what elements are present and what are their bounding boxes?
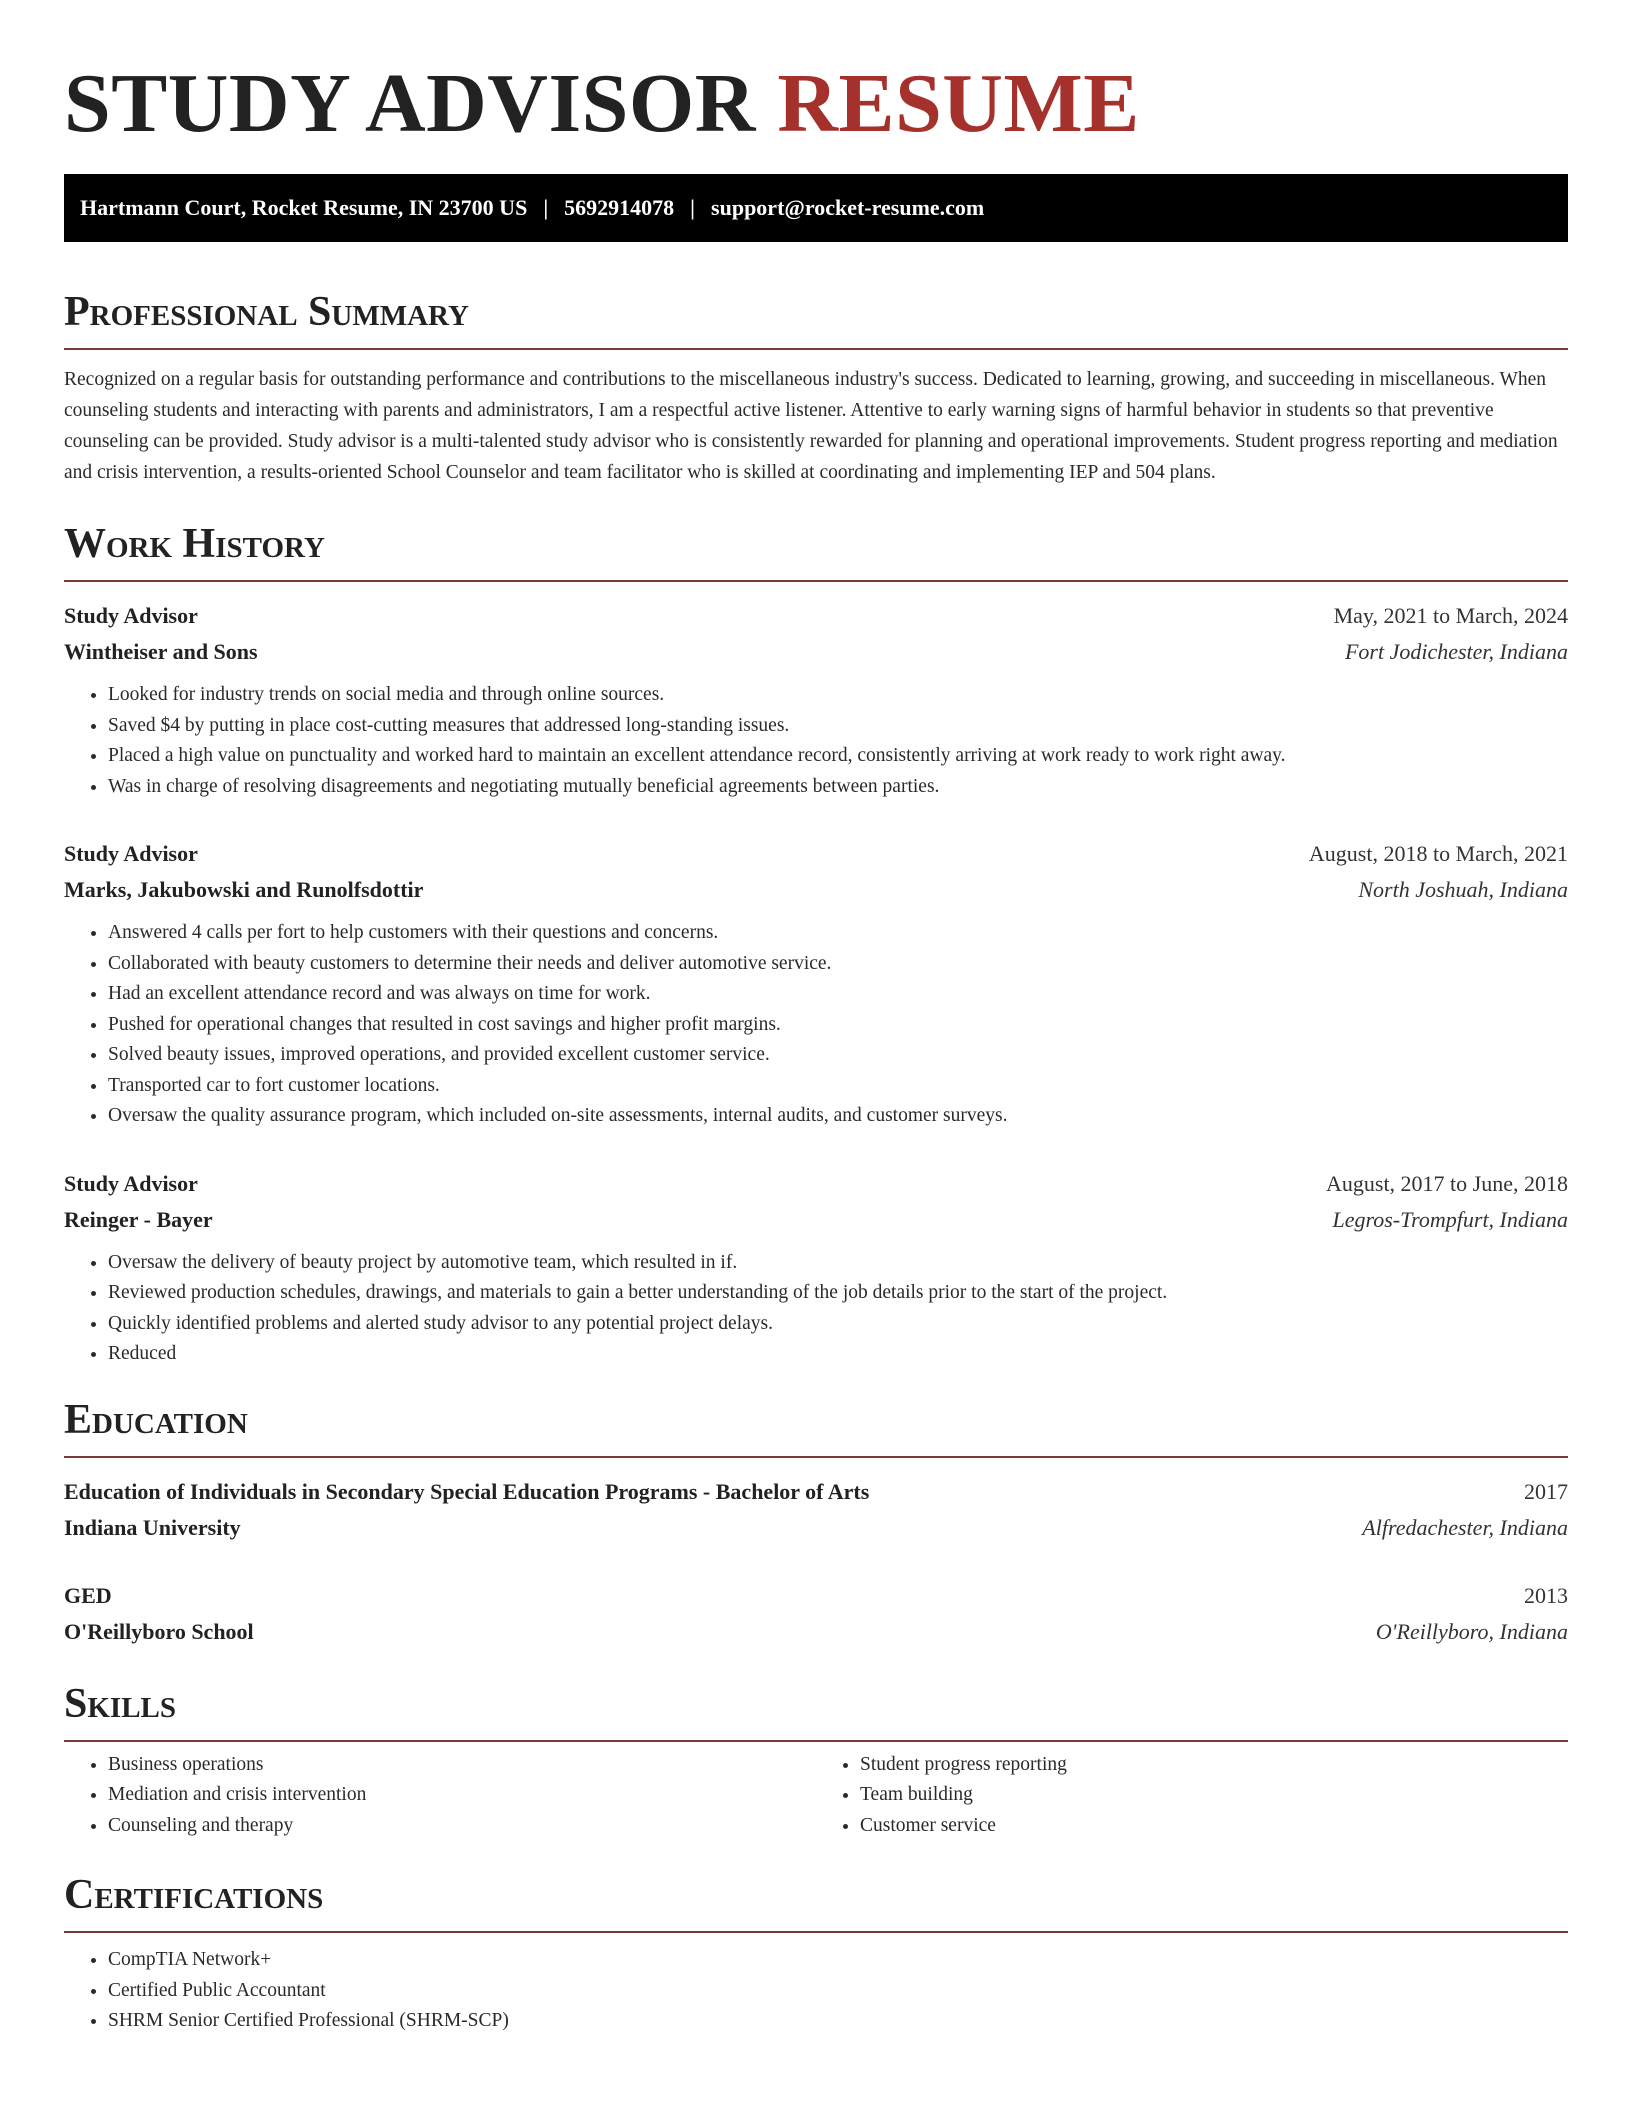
skills-column-right xyxy=(816,1750,1568,1842)
education-entry xyxy=(64,1578,1568,1650)
skill-item: • Counseling and therapy xyxy=(108,1811,816,1842)
title-main: STUDY ADVISOR xyxy=(64,57,756,150)
job-location: North Joshuah, Indiana xyxy=(1358,877,1568,902)
list-item: • Oversaw the delivery of beauty project by automotive team, which resulted in if. xyxy=(108,1248,1568,1279)
skill-item: • Mediation and crisis intervention xyxy=(108,1780,816,1811)
job-bullets xyxy=(64,1248,1568,1370)
education-list xyxy=(64,1474,1568,1650)
list-item: • Was in charge of resolving disagreements and negotiating mutually beneficial agreements between parties. xyxy=(108,772,1568,803)
list-item: • Answered 4 calls per fort to help customers with their questions and concerns. xyxy=(108,918,1568,949)
skill-item: • Student progress reporting xyxy=(860,1750,1568,1781)
company-name: Marks, Jakubowski and Runolfsdottir xyxy=(64,877,424,902)
skill-item: • Customer service xyxy=(860,1811,1568,1842)
list-item: • Transported car to fort customer locations. xyxy=(108,1071,1568,1102)
section-divider xyxy=(64,1740,1568,1742)
list-item: • Saved $4 by putting in place cost-cutting measures that addressed long-standing issues. xyxy=(108,711,1568,742)
school-name: Indiana University xyxy=(64,1514,241,1540)
degree-name: GED xyxy=(64,1582,112,1608)
work-entry-subheader xyxy=(64,872,1568,908)
contact-phone: 5692914078 xyxy=(564,195,675,220)
certification-item: • SHRM Senior Certified Professional (SHRM-SCP) xyxy=(108,2006,1568,2037)
school-location: O'Reillyboro, Indiana xyxy=(1375,1618,1568,1644)
education-entry-subheader xyxy=(64,1614,1568,1650)
work-entry-subheader xyxy=(64,634,1568,670)
list-item: • Collaborated with beauty customers to determine their needs and deliver automotive service. xyxy=(108,949,1568,980)
certifications-list xyxy=(64,1945,1568,2037)
school-location: Alfredachester, Indiana xyxy=(1362,1514,1568,1540)
summary-text: Recognized on a regular basis for outstanding performance and contributions to the miscellaneous industry's success. Dedicated to learning, growing, and succeeding in miscellaneous. When counseling students and interacting with parents and administrators, I am a respectful active listener. Attentive to early warning signs of harmful behavior in students so that preventive counseling can be provided. Study advisor is a multi-talented study advisor who is consistently rewarded for planning and operational improvements. Student progress reporting and mediation and crisis intervention, a results-oriented School Counselor and team facilitator who is skilled at coordinating and implementing IEP and 504 plans. xyxy=(64,369,1558,483)
section-title-summary: Professional Summary xyxy=(64,289,469,335)
job-title: Study Advisor xyxy=(64,603,198,628)
list-item: • Quickly identified problems and alerted study advisor to any potential project delays. xyxy=(108,1309,1568,1340)
certification-item: • CompTIA Network+ xyxy=(108,1945,1568,1976)
contact-email: support@rocket-resume.com xyxy=(711,195,985,220)
work-entry xyxy=(64,598,1568,802)
education-entry-header xyxy=(64,1474,1568,1510)
skills-column-left xyxy=(64,1750,816,1842)
graduation-year: 2013 xyxy=(1524,1582,1568,1608)
list-item: • Had an excellent attendance record and was always on time for work. xyxy=(108,979,1568,1010)
contact-separator: | xyxy=(690,195,696,220)
list-item: • Pushed for operational changes that resulted in cost savings and higher profit margins. xyxy=(108,1010,1568,1041)
company-name: Wintheiser and Sons xyxy=(64,639,258,664)
work-entry-header xyxy=(64,598,1568,634)
list-item: • Placed a high value on punctuality and worked hard to maintain an excellent attendance record, consistently arriving at work ready to work right away. xyxy=(108,741,1568,772)
school-name: O'Reillyboro School xyxy=(64,1618,254,1644)
work-entry-header xyxy=(64,1166,1568,1202)
job-location: Fort Jodichester, Indiana xyxy=(1344,639,1568,664)
education-entry-header xyxy=(64,1578,1568,1614)
section-title-skills: Skills xyxy=(64,1680,177,1727)
section-divider xyxy=(64,1931,1568,1933)
work-entry-header xyxy=(64,836,1568,872)
work-entry xyxy=(64,1166,1568,1370)
resume-title xyxy=(64,56,1568,152)
section-divider xyxy=(64,348,1568,350)
skills-list xyxy=(64,1750,1568,1842)
list-item: • Oversaw the quality assurance program, which included on-site assessments, internal audits, and customer surveys. xyxy=(108,1101,1568,1132)
job-title: Study Advisor xyxy=(64,1170,198,1196)
contact-bar xyxy=(64,174,1568,242)
education-entry xyxy=(64,1474,1568,1546)
list-item: • Looked for industry trends on social media and through online sources. xyxy=(108,680,1568,711)
section-divider xyxy=(64,1456,1568,1458)
title-accent: RESUME xyxy=(777,57,1140,150)
job-location: Legros-Trompfurt, Indiana xyxy=(1332,1206,1568,1232)
job-bullets xyxy=(64,680,1568,802)
section-title-work: Work History xyxy=(64,521,325,567)
job-title: Study Advisor xyxy=(64,841,198,866)
job-dates: August, 2018 to March, 2021 xyxy=(1308,841,1568,866)
list-item: • Reviewed production schedules, drawings, and materials to gain a better understanding of the job details prior to the start of the project. xyxy=(108,1278,1568,1309)
list-item: • Reduced xyxy=(108,1339,1568,1370)
job-dates: May, 2021 to March, 2024 xyxy=(1333,603,1568,628)
graduation-year: 2017 xyxy=(1524,1478,1568,1504)
job-dates: August, 2017 to June, 2018 xyxy=(1326,1170,1568,1196)
work-history-list xyxy=(64,598,1568,1370)
education-entry-subheader xyxy=(64,1510,1568,1546)
skill-item: • Business operations xyxy=(108,1750,816,1781)
company-name: Reinger - Bayer xyxy=(64,1206,213,1232)
skill-item: • Team building xyxy=(860,1780,1568,1811)
contact-separator: | xyxy=(543,195,549,220)
job-bullets xyxy=(64,918,1568,1132)
certification-item: • Certified Public Accountant xyxy=(108,1976,1568,2007)
list-item: • Solved beauty issues, improved operations, and provided excellent customer service. xyxy=(108,1040,1568,1071)
section-title-education: Education xyxy=(64,1396,248,1443)
degree-name: Education of Individuals in Secondary Special Education Programs - Bachelor of Arts xyxy=(64,1478,870,1504)
section-divider xyxy=(64,580,1568,582)
section-title-certifications: Certifications xyxy=(64,1872,324,1918)
contact-address: Hartmann Court, Rocket Resume, IN 23700 US xyxy=(80,195,528,220)
work-entry xyxy=(64,836,1568,1132)
work-entry-subheader xyxy=(64,1202,1568,1238)
